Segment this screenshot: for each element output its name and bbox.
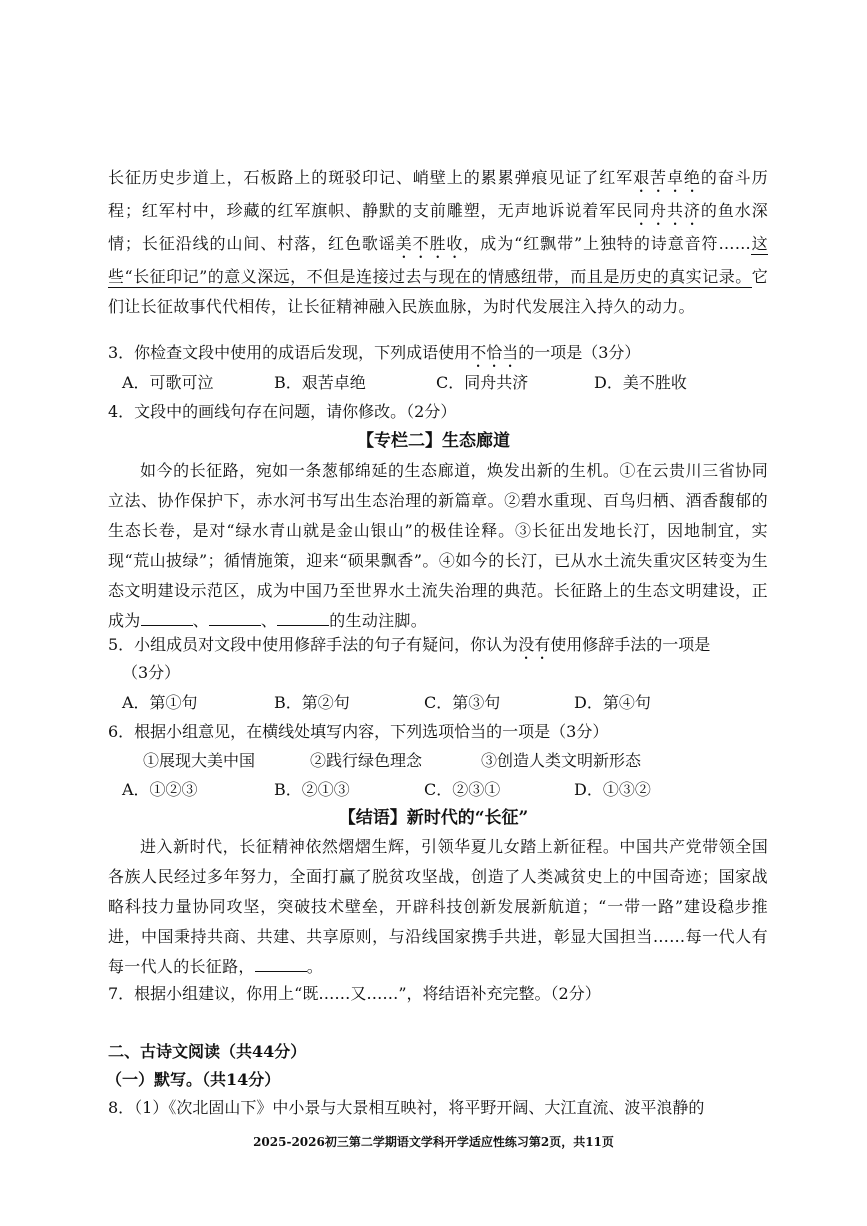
q6-item-2: ②践行绿色理念 [310, 751, 423, 770]
answer-blank-3[interactable] [277, 609, 329, 626]
answer-blank-1[interactable] [141, 609, 193, 626]
q3-option-a: A．可歌可泣 [122, 373, 214, 392]
emphasized-idiom-2: 同舟共济 [633, 201, 701, 220]
question-3-stem [108, 341, 640, 371]
conclusion-heading: 【结语】新时代的“长征” [338, 808, 529, 828]
separator-2: 、 [260, 611, 278, 630]
part-2-subtitle: （一）默写。（共14分） [106, 1070, 281, 1089]
answer-blank-2[interactable] [209, 609, 261, 626]
q5-option-b: B．第②句 [274, 693, 350, 712]
passage-3 [108, 832, 768, 982]
question-8: 8．（1）《次北固山下》中小景与大景相互映衬，将平野开阔、大江直流、波平浪静的 [108, 1098, 705, 1117]
q3-emphasis: 不恰当 [470, 343, 519, 362]
underlined-sentence: 这些“长征印记”的意义深远，不但是连接过去与现在的情感纽带，而且是历史的真实记录。 [108, 234, 768, 286]
page-footer: 2025-2026初三第二学期语文学科开学适应性练习第2页，共11页 [253, 1135, 614, 1149]
emphasized-idiom-3: 美不胜收 [395, 234, 464, 253]
passage-1-text-a: 长征历史步道上，石板路上的斑驳印记、峭壁上的累累弹痕见证了红军 [108, 168, 634, 187]
passage-1 [108, 163, 768, 322]
passage-1-text-c: 的鱼水深情；长征沿线的山间、村落，红色歌谣 [108, 201, 768, 253]
q6-option-c: C．②③① [424, 780, 501, 799]
section-2-heading: 【专栏二】生态廊道 [357, 431, 510, 451]
q5-stem-b: 使用修辞手法的一项是 [550, 635, 711, 654]
passage-1-text-d: ，成为“红飘带”上独特的诗意音符…… [463, 234, 752, 253]
q5-stem-a: 5．小组成员对文段中使用修辞手法的句子有疑问，你认为 [108, 635, 519, 654]
q6-option-b: B．②①③ [274, 780, 350, 799]
q6-option-d: D．①③② [574, 780, 651, 799]
passage-3-end: 。 [306, 957, 324, 976]
passage-3-text: 进入新时代，长征精神依然熠熠生辉，引领华夏儿女踏上新征程。中国共产党带领全国各族人民经过多年努力，全面打赢了脱贫攻坚战，创造了人类减贫史上的中国奇迹；国家战略科技力量协同攻坚，突破技术壁垒，开辟科技创新发展新航道；“一带一路”建设稳步推进，中国秉持共商、共建、共享原则，与沿线国家携手共进，彰显大国担当……每一代人有每一代人的长征路， [108, 837, 768, 976]
emphasized-idiom-1: 艰苦卓绝 [633, 168, 701, 187]
passage-1-text-b: 的奋斗历程；红军村中，珍藏的红军旗帜、静默的支前雕塑，无声地诉说着军民 [108, 168, 768, 220]
q3-stem-a: 3．你检查文段中使用的成语后发现，下列成语使用 [108, 343, 471, 362]
passage-2 [108, 456, 768, 636]
q3-option-b: B．艰苦卓绝 [274, 373, 366, 392]
answer-blank-4[interactable] [255, 955, 307, 972]
q5-emphasis: 没有 [518, 635, 551, 654]
separator-1: 、 [192, 611, 209, 630]
q6-item-3: ③创造人类文明新形态 [481, 751, 642, 770]
q6-item-1: ①展现大美中国 [143, 751, 256, 770]
part-2-title: 二、古诗文阅读（共44分） [108, 1042, 307, 1061]
q3-stem-b: 的一项是（3分） [518, 343, 641, 362]
passage-2-text: 如今的长征路，宛如一条葱郁绵延的生态廊道，焕发出新的生机。①在云贵川三省协同立法、协作保护下，赤水河书写出生态治理的新篇章。②碧水重现、百鸟归栖、酒香馥郁的生态长卷，是对“绿水青山就是金山银山”的极佳诠释。③长征出发地长汀，因地制宜，实现“荒山披绿”；循情施策，迎来“硕果飘香”。④如今的长汀，已从水土流失重灾区转变为生态文明建设示范区，成为中国乃至世界水土流失治理的典范。长征路上的生态文明建设，正成为 [108, 461, 768, 630]
q3-option-d: D．美不胜收 [594, 373, 687, 392]
q5-option-d: D．第④句 [574, 693, 651, 712]
q6-option-a: A．①②③ [122, 780, 198, 799]
q3-option-c: C．同舟共济 [436, 373, 529, 392]
q5-score: （3分） [122, 663, 181, 682]
question-6-stem: 6．根据小组意见，在横线处填写内容，下列选项恰当的一项是（3分） [108, 722, 609, 741]
question-7: 7．根据小组建议，你用上“既……又……”，将结语补充完整。（2分） [108, 984, 601, 1003]
passage-1-text-e: 它们让长征故事代代相传，让长征精神融入民族血脉，为时代发展注入持久的动力。 [108, 267, 768, 316]
question-4: 4．文段中的画线句存在问题，请你修改。（2分） [108, 402, 457, 421]
question-5-stem [108, 633, 710, 663]
q5-option-c: C．第③句 [424, 693, 501, 712]
q5-option-a: A．第①句 [122, 693, 198, 712]
passage-2-end: 的生动注脚。 [329, 611, 428, 630]
